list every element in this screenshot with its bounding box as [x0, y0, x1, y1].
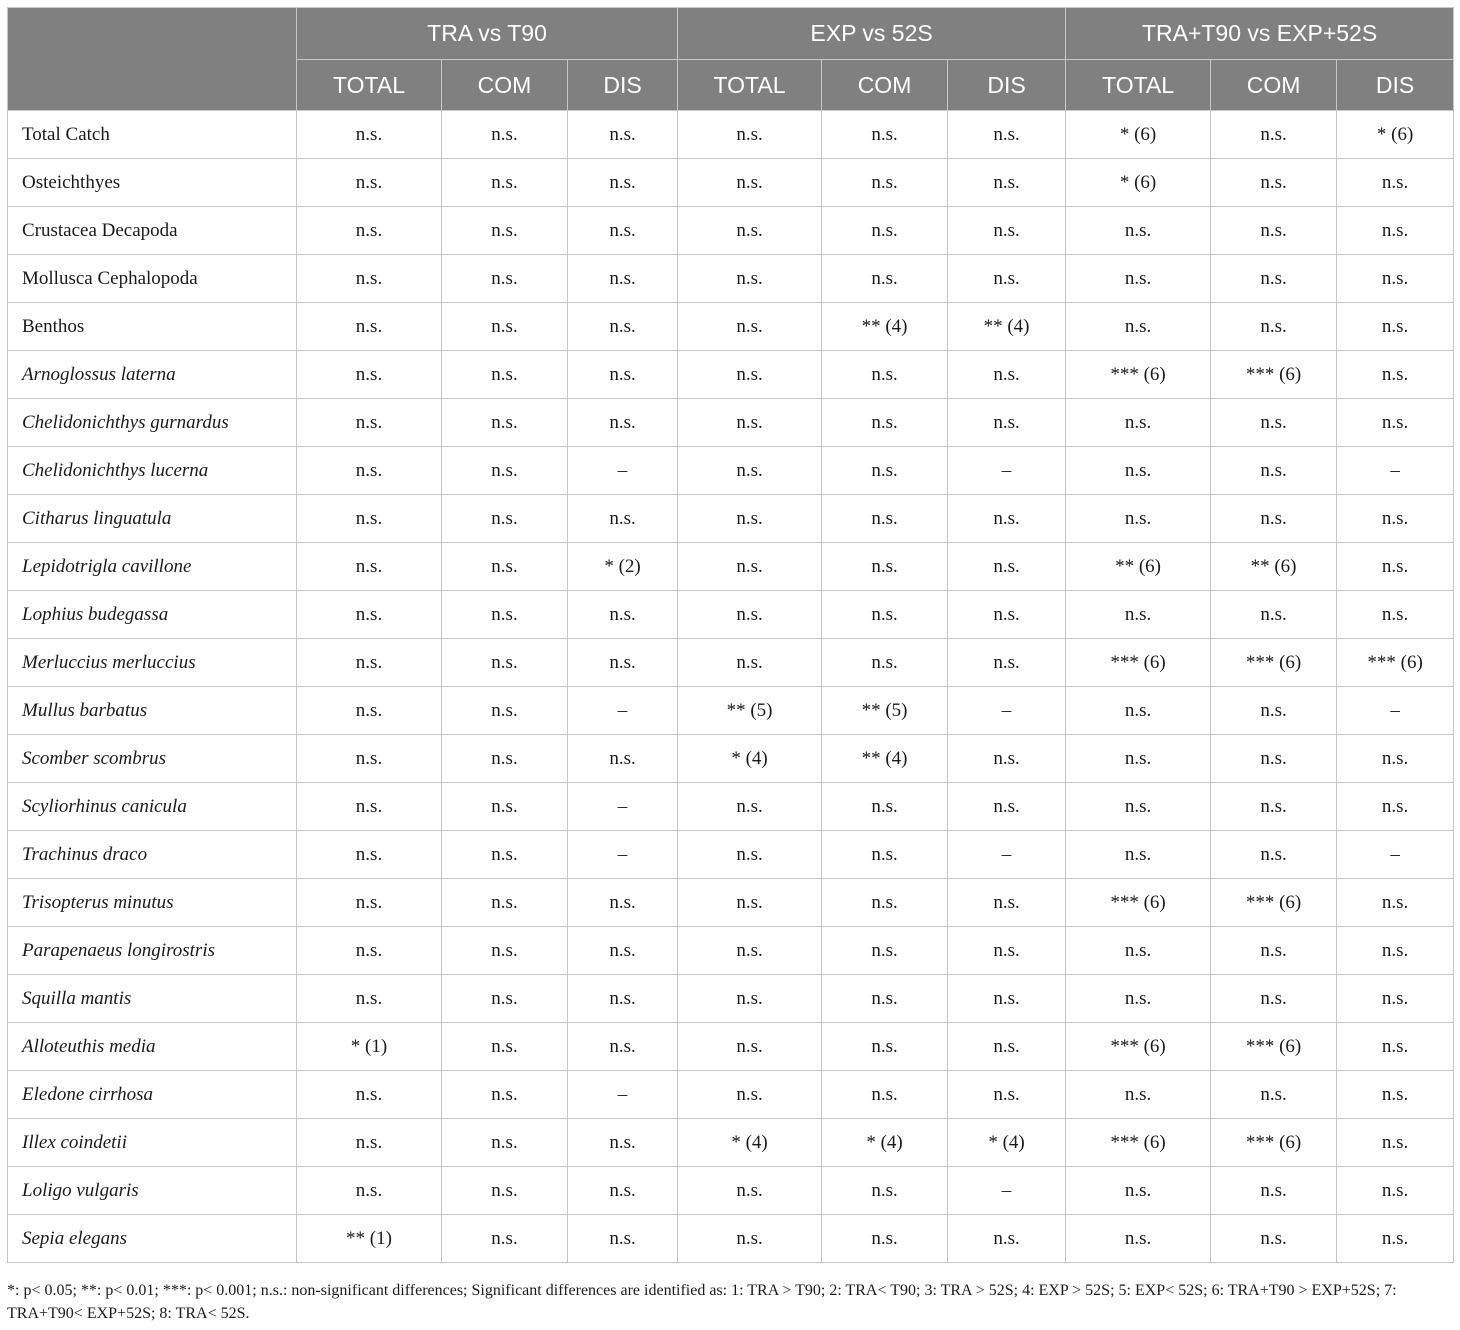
value-cell: n.s. — [568, 303, 678, 351]
value-cell: * (6) — [1066, 111, 1211, 159]
value-cell: – — [1337, 447, 1454, 495]
sub-header-com: COM — [1211, 60, 1337, 111]
value-cell: n.s. — [297, 1167, 442, 1215]
value-cell: n.s. — [297, 159, 442, 207]
value-cell: n.s. — [1337, 207, 1454, 255]
value-cell: *** (6) — [1066, 1119, 1211, 1167]
row-label-cell: Benthos — [8, 303, 297, 351]
group-header-exp-vs-52s: EXP vs 52S — [678, 8, 1066, 60]
value-cell: n.s. — [1211, 255, 1337, 303]
value-cell: n.s. — [442, 1119, 568, 1167]
value-cell: n.s. — [1211, 591, 1337, 639]
value-cell: – — [568, 1071, 678, 1119]
table-row — [8, 1023, 1454, 1071]
value-cell: n.s. — [1337, 783, 1454, 831]
value-cell: – — [568, 831, 678, 879]
value-cell: *** (6) — [1066, 879, 1211, 927]
value-cell: * (4) — [678, 735, 822, 783]
row-label-cell: Lophius budegassa — [8, 591, 297, 639]
value-cell: n.s. — [568, 975, 678, 1023]
value-cell: n.s. — [1211, 735, 1337, 783]
value-cell: n.s. — [568, 1167, 678, 1215]
value-cell: n.s. — [297, 591, 442, 639]
value-cell: * (6) — [1337, 111, 1454, 159]
value-cell: *** (6) — [1066, 1023, 1211, 1071]
value-cell: n.s. — [948, 879, 1066, 927]
row-label-cell: Trisopterus minutus — [8, 879, 297, 927]
value-cell: n.s. — [678, 927, 822, 975]
value-cell: n.s. — [442, 1023, 568, 1071]
value-cell: n.s. — [678, 351, 822, 399]
value-cell: n.s. — [678, 639, 822, 687]
value-cell: n.s. — [822, 495, 948, 543]
value-cell: ** (4) — [822, 303, 948, 351]
group-header-combined: TRA+T90 vs EXP+52S — [1066, 8, 1454, 60]
value-cell: n.s. — [822, 111, 948, 159]
value-cell: – — [1337, 831, 1454, 879]
value-cell: n.s. — [678, 255, 822, 303]
value-cell: n.s. — [1211, 111, 1337, 159]
value-cell: n.s. — [1211, 159, 1337, 207]
table-row — [8, 687, 1454, 735]
table-row — [8, 879, 1454, 927]
value-cell: n.s. — [442, 927, 568, 975]
value-cell: n.s. — [1211, 303, 1337, 351]
sub-header-com: COM — [822, 60, 948, 111]
value-cell: n.s. — [822, 1071, 948, 1119]
value-cell: n.s. — [442, 1167, 568, 1215]
value-cell: n.s. — [297, 927, 442, 975]
value-cell: ** (6) — [1211, 543, 1337, 591]
value-cell: n.s. — [948, 111, 1066, 159]
value-cell: n.s. — [297, 687, 442, 735]
value-cell: – — [948, 447, 1066, 495]
value-cell: n.s. — [1066, 207, 1211, 255]
value-cell: n.s. — [1066, 735, 1211, 783]
table-row — [8, 1215, 1454, 1263]
value-cell: n.s. — [1211, 495, 1337, 543]
value-cell: n.s. — [568, 1215, 678, 1263]
value-cell: n.s. — [442, 399, 568, 447]
value-cell: n.s. — [1337, 1119, 1454, 1167]
value-cell: *** (6) — [1211, 639, 1337, 687]
value-cell: n.s. — [568, 927, 678, 975]
value-cell: n.s. — [1337, 255, 1454, 303]
value-cell: n.s. — [1337, 303, 1454, 351]
value-cell: n.s. — [948, 255, 1066, 303]
value-cell: n.s. — [1337, 735, 1454, 783]
row-label-cell: Sepia elegans — [8, 1215, 297, 1263]
table-row — [8, 351, 1454, 399]
value-cell: n.s. — [1337, 1071, 1454, 1119]
table-body — [8, 111, 1454, 1263]
value-cell: n.s. — [1211, 975, 1337, 1023]
value-cell: n.s. — [297, 639, 442, 687]
value-cell: – — [1337, 687, 1454, 735]
value-cell: n.s. — [442, 1071, 568, 1119]
value-cell: n.s. — [1066, 399, 1211, 447]
value-cell: ** (5) — [678, 687, 822, 735]
value-cell: n.s. — [948, 927, 1066, 975]
value-cell: n.s. — [442, 639, 568, 687]
value-cell: n.s. — [822, 639, 948, 687]
table-row — [8, 1071, 1454, 1119]
value-cell: * (4) — [822, 1119, 948, 1167]
value-cell: n.s. — [678, 1215, 822, 1263]
sub-header-total: TOTAL — [678, 60, 822, 111]
value-cell: n.s. — [1337, 495, 1454, 543]
value-cell: n.s. — [568, 735, 678, 783]
value-cell: n.s. — [568, 495, 678, 543]
value-cell: – — [948, 687, 1066, 735]
value-cell: n.s. — [568, 207, 678, 255]
value-cell: n.s. — [948, 975, 1066, 1023]
value-cell: n.s. — [297, 831, 442, 879]
value-cell: n.s. — [948, 783, 1066, 831]
value-cell: n.s. — [678, 783, 822, 831]
value-cell: n.s. — [297, 351, 442, 399]
value-cell: n.s. — [1066, 1215, 1211, 1263]
value-cell: n.s. — [822, 1023, 948, 1071]
row-label-cell: Squilla mantis — [8, 975, 297, 1023]
value-cell: n.s. — [1211, 927, 1337, 975]
value-cell: ** (6) — [1066, 543, 1211, 591]
value-cell: n.s. — [568, 255, 678, 303]
value-cell: n.s. — [1066, 927, 1211, 975]
value-cell: n.s. — [1337, 351, 1454, 399]
value-cell: – — [568, 447, 678, 495]
value-cell: n.s. — [442, 543, 568, 591]
value-cell: n.s. — [442, 783, 568, 831]
value-cell: n.s. — [1066, 447, 1211, 495]
value-cell: n.s. — [1211, 1215, 1337, 1263]
value-cell: n.s. — [1337, 879, 1454, 927]
value-cell: n.s. — [948, 543, 1066, 591]
value-cell: n.s. — [822, 543, 948, 591]
value-cell: n.s. — [1066, 1071, 1211, 1119]
row-label-cell: Chelidonichthys gurnardus — [8, 399, 297, 447]
value-cell: n.s. — [1211, 831, 1337, 879]
table-row — [8, 159, 1454, 207]
value-cell: n.s. — [442, 591, 568, 639]
row-label-cell: Parapenaeus longirostris — [8, 927, 297, 975]
value-cell: ** (1) — [297, 1215, 442, 1263]
value-cell: n.s. — [1211, 687, 1337, 735]
value-cell: n.s. — [568, 591, 678, 639]
value-cell: n.s. — [678, 1023, 822, 1071]
sub-header-dis: DIS — [948, 60, 1066, 111]
value-cell: n.s. — [1066, 591, 1211, 639]
row-label-cell: Chelidonichthys lucerna — [8, 447, 297, 495]
table-row — [8, 591, 1454, 639]
value-cell: n.s. — [568, 1119, 678, 1167]
value-cell: n.s. — [948, 591, 1066, 639]
sub-header-total: TOTAL — [1066, 60, 1211, 111]
value-cell: n.s. — [442, 159, 568, 207]
value-cell: n.s. — [568, 159, 678, 207]
row-label-cell: Lepidotrigla cavillone — [8, 543, 297, 591]
value-cell: n.s. — [1066, 687, 1211, 735]
value-cell: n.s. — [442, 447, 568, 495]
value-cell: n.s. — [297, 255, 442, 303]
value-cell: n.s. — [442, 1215, 568, 1263]
value-cell: n.s. — [678, 1071, 822, 1119]
value-cell: n.s. — [678, 447, 822, 495]
row-label-cell: Scomber scombrus — [8, 735, 297, 783]
value-cell: n.s. — [442, 831, 568, 879]
sub-header-dis: DIS — [568, 60, 678, 111]
value-cell: n.s. — [948, 207, 1066, 255]
value-cell: n.s. — [948, 735, 1066, 783]
value-cell: *** (6) — [1211, 1119, 1337, 1167]
value-cell: n.s. — [822, 1215, 948, 1263]
value-cell: n.s. — [442, 975, 568, 1023]
value-cell: n.s. — [442, 735, 568, 783]
value-cell: n.s. — [1337, 927, 1454, 975]
value-cell: n.s. — [678, 303, 822, 351]
value-cell: n.s. — [678, 399, 822, 447]
row-label-cell: Arnoglossus laterna — [8, 351, 297, 399]
row-label-cell: Trachinus draco — [8, 831, 297, 879]
sub-header-total: TOTAL — [297, 60, 442, 111]
value-cell: n.s. — [822, 399, 948, 447]
value-cell: – — [948, 1167, 1066, 1215]
value-cell: n.s. — [948, 1023, 1066, 1071]
value-cell: * (2) — [568, 543, 678, 591]
value-cell: n.s. — [678, 1167, 822, 1215]
row-label-cell: Mullus barbatus — [8, 687, 297, 735]
value-cell: ** (5) — [822, 687, 948, 735]
table-row — [8, 783, 1454, 831]
value-cell: n.s. — [678, 975, 822, 1023]
value-cell: n.s. — [568, 639, 678, 687]
row-label-cell: Citharus linguatula — [8, 495, 297, 543]
value-cell: n.s. — [822, 927, 948, 975]
value-cell: n.s. — [1211, 1167, 1337, 1215]
sub-header-dis: DIS — [1337, 60, 1454, 111]
value-cell: n.s. — [568, 111, 678, 159]
value-cell: n.s. — [442, 111, 568, 159]
row-label-cell: Osteichthyes — [8, 159, 297, 207]
value-cell: n.s. — [678, 831, 822, 879]
table-row — [8, 735, 1454, 783]
sub-header-com: COM — [442, 60, 568, 111]
table-row — [8, 495, 1454, 543]
value-cell: n.s. — [442, 879, 568, 927]
value-cell: *** (6) — [1337, 639, 1454, 687]
significance-table — [7, 7, 1454, 1263]
value-cell: – — [948, 831, 1066, 879]
row-label-cell: Alloteuthis media — [8, 1023, 297, 1071]
value-cell: n.s. — [678, 495, 822, 543]
value-cell: n.s. — [948, 1071, 1066, 1119]
value-cell: n.s. — [1337, 1215, 1454, 1263]
corner-header-cell — [8, 8, 297, 111]
value-cell: n.s. — [822, 207, 948, 255]
value-cell: n.s. — [948, 159, 1066, 207]
value-cell: – — [568, 687, 678, 735]
value-cell: n.s. — [1337, 543, 1454, 591]
value-cell: * (1) — [297, 1023, 442, 1071]
row-label-cell: Eledone cirrhosa — [8, 1071, 297, 1119]
value-cell: *** (6) — [1066, 639, 1211, 687]
significance-table-container — [7, 7, 1453, 1263]
table-row — [8, 111, 1454, 159]
value-cell: n.s. — [297, 975, 442, 1023]
row-label-cell: Merluccius merluccius — [8, 639, 297, 687]
value-cell: n.s. — [948, 639, 1066, 687]
table-row — [8, 399, 1454, 447]
value-cell: *** (6) — [1066, 351, 1211, 399]
value-cell: n.s. — [822, 447, 948, 495]
value-cell: n.s. — [822, 591, 948, 639]
value-cell: n.s. — [678, 543, 822, 591]
value-cell: – — [568, 783, 678, 831]
value-cell: n.s. — [297, 495, 442, 543]
value-cell: n.s. — [1337, 1167, 1454, 1215]
value-cell: n.s. — [297, 1119, 442, 1167]
value-cell: n.s. — [1066, 303, 1211, 351]
value-cell: n.s. — [297, 783, 442, 831]
value-cell: * (4) — [678, 1119, 822, 1167]
value-cell: n.s. — [822, 879, 948, 927]
table-row — [8, 975, 1454, 1023]
value-cell: n.s. — [442, 255, 568, 303]
value-cell: n.s. — [1066, 1167, 1211, 1215]
table-row — [8, 927, 1454, 975]
value-cell: n.s. — [822, 1167, 948, 1215]
table-row — [8, 207, 1454, 255]
value-cell: n.s. — [1211, 399, 1337, 447]
value-cell: * (6) — [1066, 159, 1211, 207]
row-label-cell: Scyliorhinus canicula — [8, 783, 297, 831]
value-cell: n.s. — [822, 255, 948, 303]
value-cell: n.s. — [442, 495, 568, 543]
value-cell: n.s. — [297, 399, 442, 447]
value-cell: n.s. — [1066, 495, 1211, 543]
value-cell: n.s. — [1337, 591, 1454, 639]
value-cell: n.s. — [568, 1023, 678, 1071]
row-label-cell: Total Catch — [8, 111, 297, 159]
value-cell: n.s. — [1337, 975, 1454, 1023]
value-cell: n.s. — [1337, 1023, 1454, 1071]
value-cell: n.s. — [1066, 831, 1211, 879]
value-cell: *** (6) — [1211, 879, 1337, 927]
table-row — [8, 303, 1454, 351]
value-cell: n.s. — [822, 159, 948, 207]
value-cell: n.s. — [568, 399, 678, 447]
value-cell: n.s. — [678, 591, 822, 639]
value-cell: n.s. — [297, 735, 442, 783]
value-cell: n.s. — [297, 879, 442, 927]
value-cell: n.s. — [297, 303, 442, 351]
value-cell: n.s. — [442, 687, 568, 735]
table-row — [8, 543, 1454, 591]
row-label-cell: Illex coindetii — [8, 1119, 297, 1167]
value-cell: n.s. — [297, 207, 442, 255]
value-cell: n.s. — [1337, 399, 1454, 447]
table-row — [8, 1167, 1454, 1215]
value-cell: n.s. — [297, 1071, 442, 1119]
value-cell: n.s. — [297, 543, 442, 591]
row-label-cell: Crustacea Decapoda — [8, 207, 297, 255]
value-cell: n.s. — [948, 495, 1066, 543]
value-cell: n.s. — [948, 399, 1066, 447]
value-cell: n.s. — [1066, 255, 1211, 303]
table-row — [8, 447, 1454, 495]
value-cell: n.s. — [1211, 783, 1337, 831]
table-footnote: *: p< 0.05; **: p< 0.01; ***: p< 0.001; n.s.: non-significant differences; Significant differences are identified as: 1: TRA > T90; 2: TRA< T90; 3: TRA > 52S; 4: EXP > 52S; 5: EXP< 52S; 6: TRA+T90 > EXP+52S; 7: TRA+T90< EXP+52S; 8: TRA< 52S. — [7, 1282, 1397, 1322]
group-header-tra-vs-t90: TRA vs T90 — [297, 8, 678, 60]
value-cell: n.s. — [678, 111, 822, 159]
value-cell: n.s. — [822, 783, 948, 831]
value-cell: n.s. — [1211, 1071, 1337, 1119]
value-cell: n.s. — [442, 207, 568, 255]
table-row — [8, 255, 1454, 303]
value-cell: *** (6) — [1211, 1023, 1337, 1071]
value-cell: n.s. — [948, 351, 1066, 399]
value-cell: n.s. — [822, 831, 948, 879]
value-cell: n.s. — [442, 351, 568, 399]
table-row — [8, 1119, 1454, 1167]
value-cell: n.s. — [1337, 159, 1454, 207]
value-cell: n.s. — [948, 1215, 1066, 1263]
table-row — [8, 639, 1454, 687]
row-label-cell: Mollusca Cephalopoda — [8, 255, 297, 303]
group-header-row — [8, 8, 1454, 60]
row-label-cell: Loligo vulgaris — [8, 1167, 297, 1215]
value-cell: *** (6) — [1211, 351, 1337, 399]
value-cell: n.s. — [678, 207, 822, 255]
value-cell: n.s. — [822, 351, 948, 399]
value-cell: n.s. — [568, 351, 678, 399]
value-cell: n.s. — [1211, 447, 1337, 495]
value-cell: n.s. — [297, 447, 442, 495]
value-cell: n.s. — [822, 975, 948, 1023]
value-cell: n.s. — [1211, 207, 1337, 255]
value-cell: n.s. — [568, 879, 678, 927]
table-row — [8, 831, 1454, 879]
value-cell: n.s. — [1066, 783, 1211, 831]
value-cell: n.s. — [678, 159, 822, 207]
value-cell: * (4) — [948, 1119, 1066, 1167]
value-cell: n.s. — [678, 879, 822, 927]
value-cell: n.s. — [442, 303, 568, 351]
value-cell: ** (4) — [948, 303, 1066, 351]
value-cell: n.s. — [297, 111, 442, 159]
value-cell: ** (4) — [822, 735, 948, 783]
value-cell: n.s. — [1066, 975, 1211, 1023]
